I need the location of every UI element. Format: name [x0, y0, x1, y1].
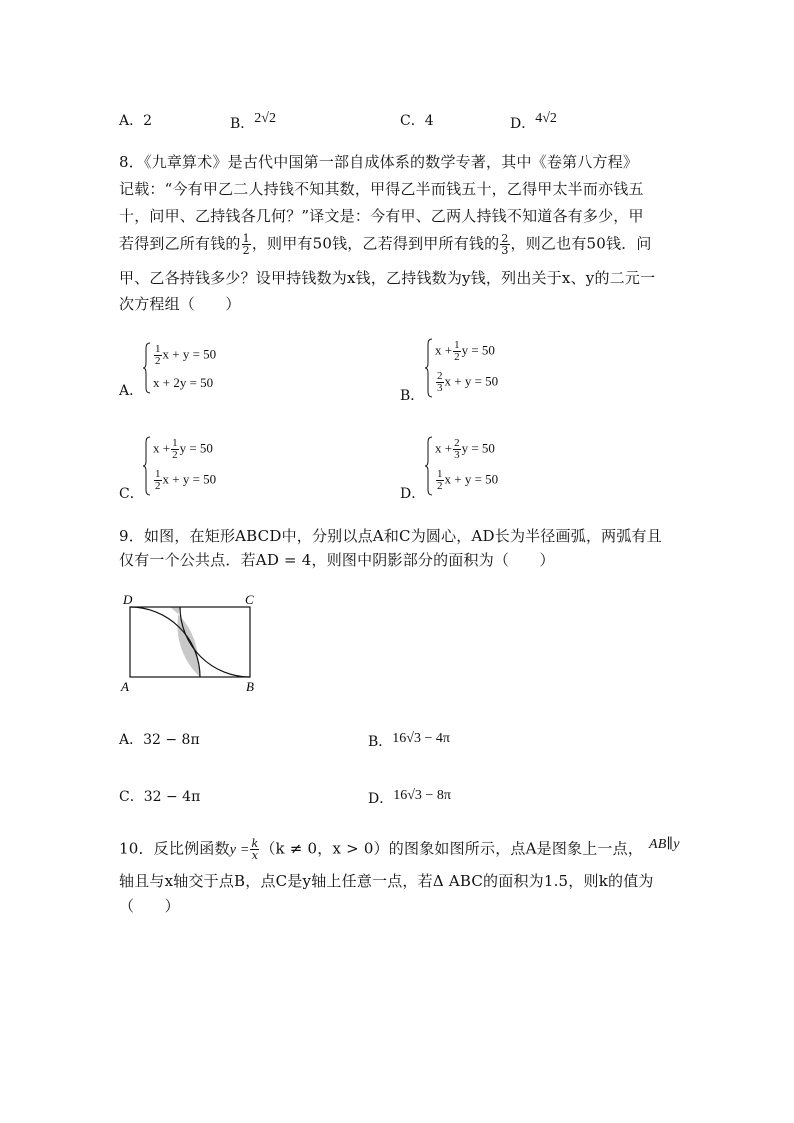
q8-line-4-b: ，则甲有50钱，乙若得到甲所有钱的: [251, 234, 500, 253]
q9-option-a[interactable]: A．32 − 8π: [119, 732, 200, 748]
q8-line-4: [119, 233, 652, 256]
q8-option-d-label[interactable]: D．: [400, 486, 426, 502]
q9-option-d-label: D．: [368, 791, 394, 807]
q10-line-1-b: （k ≠ 0，x > 0）的图象如图所示，点A是图象上一点，: [260, 839, 644, 858]
q7-option-a[interactable]: A．2: [119, 113, 153, 129]
q7-option-d-value: 4√2: [535, 111, 557, 126]
q8-option-b-system: [425, 338, 545, 398]
q9-option-d-value: 16√3 − 8π: [393, 788, 451, 803]
q7-option-d[interactable]: [510, 113, 557, 133]
frac-half: $\frac{1}{2}$: [437, 468, 443, 492]
q8-line-5: 甲、乙各持钱多少？设甲持钱数为x钱，乙持钱数为y钱，列出关于x、y的二元一: [119, 269, 656, 287]
q7-option-b-value: 2√2: [254, 111, 276, 126]
q10-frac-k-over-x: $\frac{k}{x}$: [251, 837, 259, 862]
q9-line-1: 9．如图，在矩形ABCD中，分别以点A和C为圆心，AD长为半径画弧，两弧有且: [119, 527, 662, 545]
q8-a-eq2: x + 2y = 50: [153, 375, 214, 390]
q7-option-b[interactable]: [230, 113, 276, 133]
q8-option-d-system: [425, 436, 545, 496]
q10-line-1: [119, 838, 680, 861]
q8-frac-two-thirds: $\frac{2}{3}$: [501, 232, 509, 257]
brace-icon: [425, 436, 433, 496]
q9-option-b[interactable]: [368, 731, 450, 751]
q8-d-eq2: $\frac{1}{2}$ x + y = 50: [437, 468, 499, 492]
brace-icon: [143, 436, 151, 496]
q7-option-b-label: B．: [230, 116, 255, 132]
q8-line-3: 十，问甲、乙持钱各几何？”译文是：今有甲、乙两人持钱不知道各有多少，甲: [119, 207, 644, 225]
q9-option-d[interactable]: [368, 788, 451, 808]
q8-line-4-a: 若得到乙所有钱的: [119, 234, 241, 253]
q9-rectangle-figure: [115, 590, 265, 695]
label-a: A: [121, 679, 129, 694]
q8-option-b-label[interactable]: B．: [400, 388, 425, 404]
frac-half: $\frac{1}{2}$: [172, 437, 178, 461]
frac-two-thirds: $\frac{2}{3}$: [437, 370, 443, 394]
label-d: D: [123, 592, 133, 607]
q8-line-1: 8．《九章算术》是古代中国第一部自成体系的数学专著，其中《卷第八方程》: [119, 153, 639, 171]
label-b: B: [246, 679, 254, 694]
q10-line-1-c: AB∥y: [649, 836, 680, 852]
frac-two-thirds: $\frac{2}{3}$: [454, 437, 460, 461]
q8-frac-half: $\frac{1}{2}$: [242, 232, 250, 257]
brace-icon: [425, 338, 433, 398]
label-c: C: [245, 592, 254, 607]
q10-line-1-a: 10．反比例函数: [119, 839, 230, 858]
q8-option-a-system: [143, 342, 263, 394]
q8-b-eq2: $\frac{2}{3}$ x + y = 50: [437, 370, 499, 394]
q10-line-2: 轴且与x轴交于点B，点C是y轴上任意一点，若Δ ABC的面积为1.5，则k的值为: [119, 872, 654, 890]
q9-option-b-value: 16√3 − 4π: [392, 731, 450, 746]
q8-option-c-system: [143, 436, 263, 496]
q8-line-2: 记载：“今有甲乙二人持钱不知其数，甲得乙半而钱五十，乙得甲太半而亦钱五: [119, 180, 644, 198]
q8-c-eq1: x + $\frac{1}{2}$ y = 50: [153, 437, 213, 461]
frac-half: $\frac{1}{2}$: [454, 339, 460, 363]
q8-d-eq1: x + $\frac{2}{3}$ y = 50: [435, 437, 495, 461]
q8-option-a-label[interactable]: A．: [119, 383, 144, 399]
shaded-region-top: [170, 607, 200, 677]
q9-option-b-label: B．: [368, 734, 393, 750]
q8-line-4-c: ，则乙也有50钱．问: [510, 234, 652, 253]
frac-half: $\frac{1}{2}$: [155, 468, 161, 492]
frac-half: $\frac{1}{2}$: [155, 343, 161, 367]
q8-option-c-label[interactable]: C．: [119, 486, 144, 502]
q7-option-c[interactable]: C．4: [400, 113, 434, 129]
q8-line-6: 次方程组（ ）: [119, 295, 241, 313]
q8-c-eq2: $\frac{1}{2}$ x + y = 50: [155, 468, 217, 492]
q10-line-3: （ ）: [119, 897, 180, 915]
q10-function-lhs: y =: [229, 842, 250, 858]
q9-option-c[interactable]: C．32 − 4π: [119, 789, 201, 805]
q7-option-d-label: D．: [510, 116, 536, 132]
brace-icon: [143, 342, 151, 394]
q9-line-2: 仅有一个公共点．若AD = 4，则图中阴影部分的面积为（ ）: [119, 551, 555, 569]
q8-a-eq1: $\frac{1}{2}$ x + y = 50: [155, 343, 217, 367]
q8-b-eq1: x + $\frac{1}{2}$ y = 50: [435, 339, 495, 363]
